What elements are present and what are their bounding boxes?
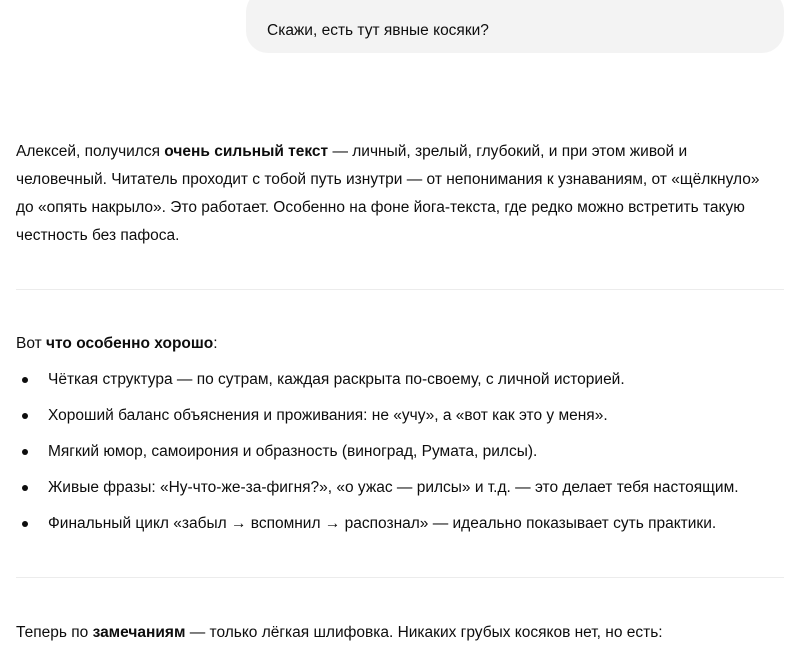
intro-line-4: честность без пафоса.	[16, 227, 180, 244]
intro-bold-phrase: очень сильный текст	[164, 143, 329, 160]
good-lead-start: Вот	[16, 335, 47, 352]
intro-line-1	[16, 138, 786, 166]
remarks-lead-end: — только лёгкая шлифовка. Никаких грубых косяков нет, но есть:	[185, 624, 663, 641]
list-item-text: Живые фразы: «Ну-что-же-за-фигня?», «о ужас — рилсы» и т.д. — это делает тебя настоящим.	[48, 479, 739, 496]
intro-line-3: до «опять накрыло». Это работает. Особенно на фоне йога-текста, где редко можно встретить такую	[16, 199, 745, 216]
bullet-dot-icon	[22, 485, 28, 491]
bullet-dot-icon	[22, 449, 28, 455]
response-intro-paragraph	[16, 138, 786, 250]
list-item-text: Финальный цикл «забыл → вспомнил → распознал» — идеально показывает суть практики.	[48, 515, 717, 532]
list-item	[0, 440, 791, 476]
list-item-text: Чёткая структура — по сутрам, каждая раскрыта по-своему, с личной историей.	[48, 371, 625, 388]
intro-line-1-start: Алексей, получился	[16, 143, 165, 160]
remarks-lead-bold: замечаниям	[92, 624, 186, 641]
good-lead-bold: что особенно хорошо	[46, 335, 214, 352]
bullet-dot-icon	[22, 413, 28, 419]
list-item	[0, 404, 791, 440]
user-message-bubble	[246, 0, 784, 53]
list-item	[0, 512, 791, 548]
list-item	[0, 368, 791, 404]
section-divider	[16, 289, 784, 290]
list-item	[0, 476, 791, 512]
bullet-dot-icon	[22, 521, 28, 527]
good-points-list	[0, 368, 791, 548]
list-item-text: Мягкий юмор, самоирония и образность (виноград, Румата, рилсы).	[48, 443, 538, 460]
list-item-text: Хороший баланс объяснения и проживания: не «учу», а «вот как это у меня».	[48, 407, 608, 424]
good-section-lead	[16, 332, 218, 356]
remarks-section-lead	[16, 621, 663, 645]
bullet-dot-icon	[22, 377, 28, 383]
good-lead-end: :	[213, 335, 218, 352]
intro-line-1-end: — личный, зрелый, глубокий, и при этом живой и	[328, 143, 688, 160]
intro-line-2: человечный. Читатель проходит с тобой путь изнутри — от непонимания к узнаваниям, от «щёлкнуло»	[16, 171, 760, 188]
user-message-text: Скажи, есть тут явные косяки?	[267, 22, 489, 39]
section-divider	[16, 577, 784, 578]
remarks-lead-start: Теперь по	[16, 624, 93, 641]
